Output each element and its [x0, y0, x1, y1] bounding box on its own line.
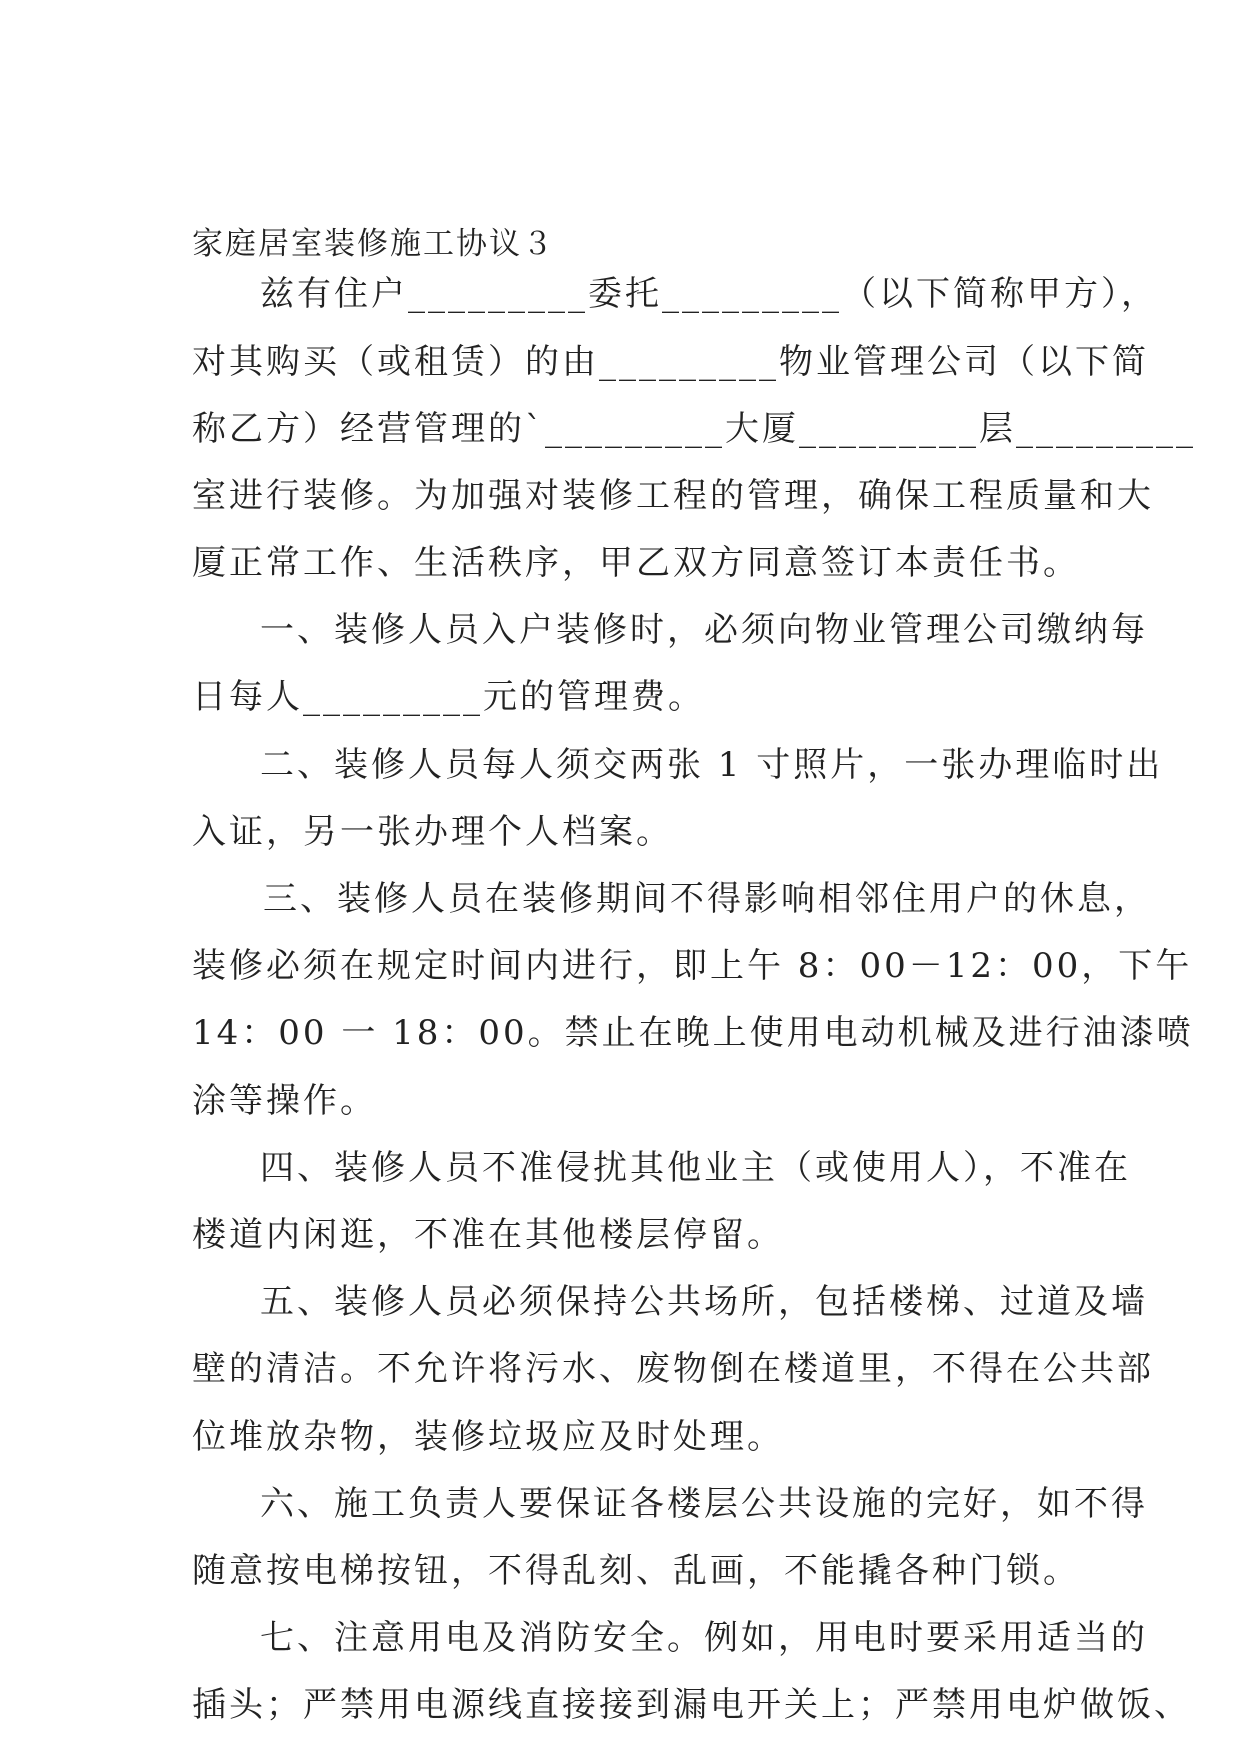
text-line: 楼道内闲逛，不准在其他楼层停留。 [192, 1215, 784, 1255]
text-line: 室进行装修。为加强对装修工程的管理，确保工程质量和大 [192, 476, 1154, 516]
text-line: 插头；严禁用电源线直接接到漏电开关上；严禁用电炉做饭、 [192, 1685, 1191, 1725]
text-line: 位堆放杂物，装修垃圾应及时处理。 [192, 1417, 784, 1457]
text-line: 对其购买（或租赁）的由_________物业管理公司（以下简 [192, 342, 1149, 382]
text-line: 三、装修人员在装修期间不得影响相邻住用户的休息， [263, 879, 1151, 919]
text-line: 称乙方）经营管理的`_________大厦_________层_________ [192, 409, 1196, 449]
text-line: 兹有住户_________委托_________（以下简称甲方）， [260, 274, 1158, 314]
text-line: 六、施工负责人要保证各楼层公共设施的完好，如不得 [260, 1484, 1148, 1524]
text-line: 14：00 一 18：00。禁止在晚上使用电动机械及进行油漆喷 [192, 1013, 1194, 1053]
text-line: 七、注意用电及消防安全。例如，用电时要采用适当的 [260, 1618, 1148, 1658]
text-line: 随意按电梯按钮，不得乱刻、乱画，不能撬各种门锁。 [192, 1551, 1080, 1591]
text-line: 入证，另一张办理个人档案。 [192, 812, 673, 852]
text-line: 涂等操作。 [192, 1081, 377, 1121]
document-title: 家庭居室装修施工协议３ [192, 226, 555, 262]
text-line: 厦正常工作、生活秩序，甲乙双方同意签订本责任书。 [192, 543, 1080, 583]
text-line: 二、装修人员每人须交两张 1 寸照片，一张办理临时出 [260, 745, 1164, 785]
text-line: 五、装修人员必须保持公共场所，包括楼梯、过道及墙 [260, 1282, 1148, 1322]
text-line: 一、装修人员入户装修时，必须向物业管理公司缴纳每 [260, 610, 1148, 650]
text-line: 装修必须在规定时间内进行，即上午 8：00－12：00，下午 [192, 946, 1193, 986]
text-line: 壁的清洁。不允许将污水、废物倒在楼道里，不得在公共部 [192, 1349, 1154, 1389]
text-line: 四、装修人员不准侵扰其他业主（或使用人），不准在 [260, 1148, 1131, 1188]
text-line: 日每人_________元的管理费。 [192, 677, 705, 717]
